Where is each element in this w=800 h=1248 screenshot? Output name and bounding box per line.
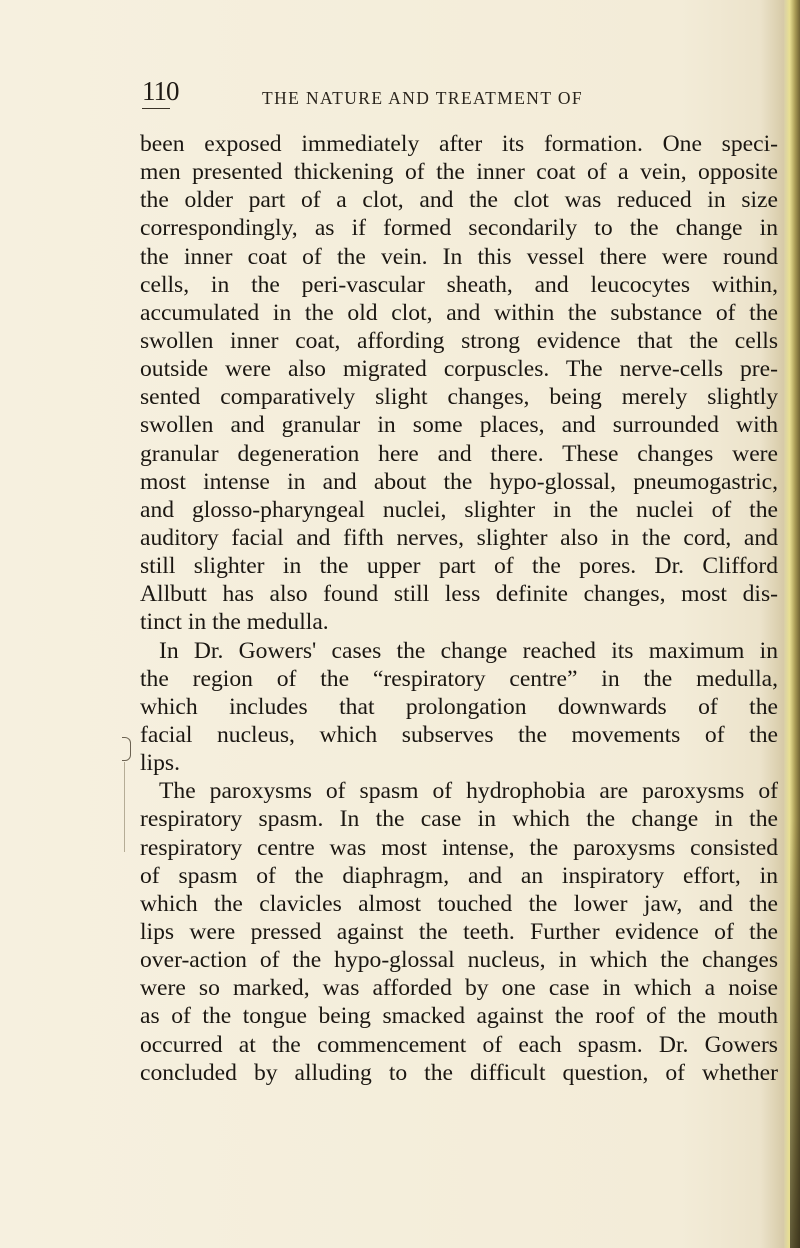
- text-line: the inner coat of the vein. In this vessel there were round: [140, 243, 778, 270]
- page-header: [0, 76, 790, 116]
- text-line: swollen inner coat, affording strong evidence that the cells: [140, 327, 778, 354]
- page-number-underline: [142, 108, 170, 109]
- margin-bracket-mark: [122, 737, 131, 761]
- text-line: The paroxysms of spasm of hydrophobia are paroxysms of: [159, 778, 778, 805]
- text-line: occurred at the commencement of each spasm. Dr. Gowers: [140, 1031, 778, 1058]
- text-line: facial nucleus, which subserves the movements of the: [140, 721, 778, 748]
- text-line: sented comparatively slight changes, being merely slightly: [140, 384, 778, 411]
- text-line: respiratory centre was most intense, the paroxysms consisted: [140, 834, 778, 861]
- text-line: swollen and granular in some places, and surrounded with: [140, 412, 778, 439]
- text-line: which the clavicles almost touched the lower jaw, and the: [140, 890, 778, 917]
- body-text: [140, 130, 778, 1087]
- text-line: granular degeneration here and there. These changes were: [140, 440, 778, 467]
- text-line: still slighter in the upper part of the pores. Dr. Clifford: [140, 553, 778, 580]
- text-line: correspondingly, as if formed secondarily to the change in: [140, 215, 778, 242]
- text-line: respiratory spasm. In the case in which the change in the: [140, 806, 778, 833]
- text-line: the older part of a clot, and the clot was reduced in size: [140, 187, 778, 214]
- text-line: and glosso-pharyngeal nuclei, slighter in the nuclei of the: [140, 496, 778, 523]
- text-line: auditory facial and fifth nerves, slighter also in the cord, and: [140, 524, 778, 551]
- text-line: of spasm of the diaphragm, and an inspiratory effort, in: [140, 862, 778, 889]
- text-line: accumulated in the old clot, and within the substance of the: [140, 299, 778, 326]
- margin-pencil-line: [124, 762, 125, 852]
- page-number: 110: [142, 76, 179, 106]
- text-line: over-action of the hypo-glossal nucleus, in which the changes: [140, 947, 778, 974]
- running-head: THE NATURE AND TREATMENT OF: [262, 88, 584, 108]
- text-line: the region of the “respiratory centre” in the medulla,: [140, 665, 778, 692]
- text-line: tinct in the medulla.: [140, 609, 329, 636]
- page-edge-dark-shadow: [790, 820, 800, 1248]
- text-line: most intense in and about the hypo-glossal, pneumogastric,: [140, 468, 778, 495]
- text-line: as of the tongue being smacked against the roof of the mouth: [140, 1003, 778, 1030]
- text-line: cells, in the peri-vascular sheath, and leucocytes within,: [140, 271, 778, 298]
- text-line: were so marked, was afforded by one case in which a noise: [140, 975, 778, 1002]
- text-line: concluded by alluding to the difficult question, of whether: [140, 1059, 778, 1086]
- text-line: outside were also migrated corpuscles. The nerve-cells pre-: [140, 356, 778, 383]
- text-line: Allbutt has also found still less definite changes, most dis-: [140, 581, 778, 608]
- text-line: lips were pressed against the teeth. Further evidence of the: [140, 918, 778, 945]
- text-line: been exposed immediately after its formation. One speci-: [140, 131, 778, 157]
- text-line: men presented thickening of the inner coat of a vein, opposite: [140, 159, 778, 186]
- text-line: In Dr. Gowers' cases the change reached its maximum in: [159, 637, 778, 664]
- text-line: which includes that prolongation downwards of the: [140, 693, 778, 720]
- text-line: lips.: [140, 750, 180, 777]
